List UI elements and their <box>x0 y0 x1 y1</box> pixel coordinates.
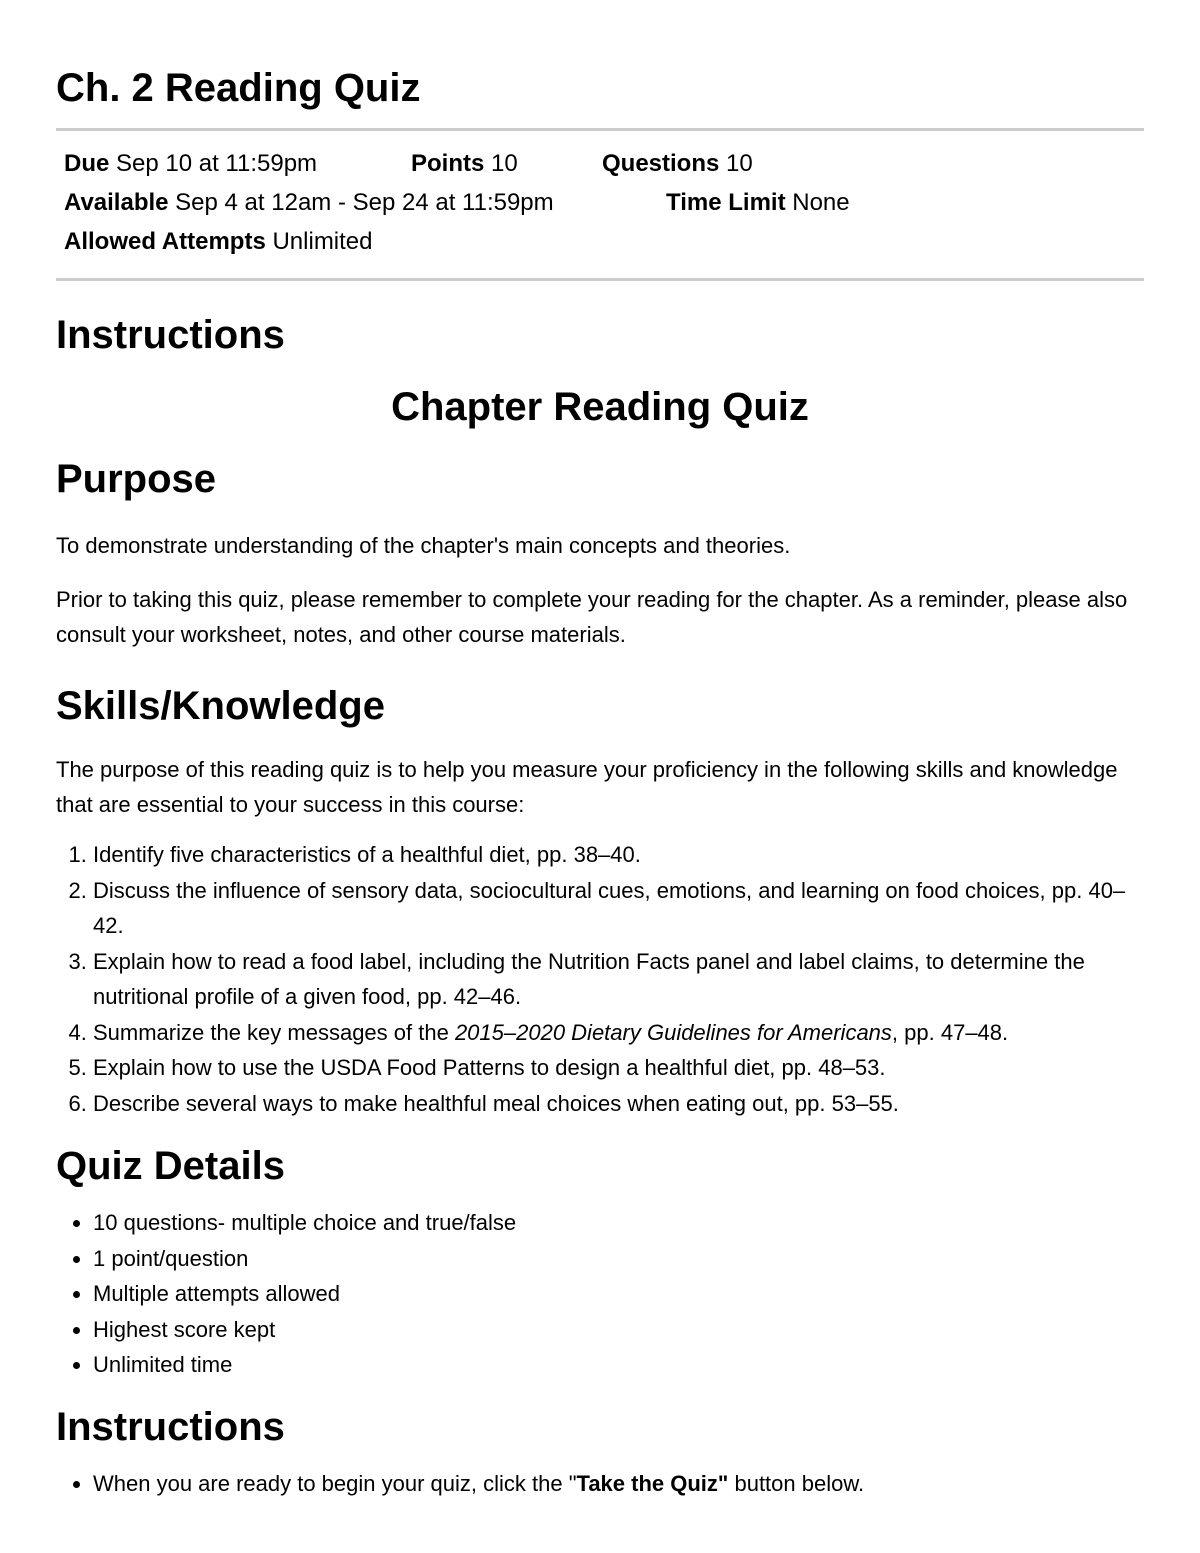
list-item: • Multiple attempts allowed <box>93 1276 1144 1312</box>
quiz-details-heading: Quiz Details <box>56 1144 285 1188</box>
details-row-3 <box>64 226 1136 265</box>
availability <box>64 187 666 219</box>
details-row-2 <box>64 187 1136 226</box>
points <box>411 148 602 180</box>
questions <box>602 148 753 180</box>
questions-value: 10 <box>726 150 753 177</box>
available-label: Available <box>64 189 169 216</box>
list-item <box>93 1015 1144 1051</box>
time-limit-value: None <box>792 189 850 216</box>
instructions-heading: Instructions <box>56 313 285 357</box>
list-item: 1. Identify five characteristics of a healthful diet, pp. 38–40. <box>93 837 1144 873</box>
guidelines-title: 2015–2020 Dietary Guidelines for Americans <box>454 1019 892 1045</box>
list-item <box>93 1466 1144 1502</box>
skills-intro: The purpose of this reading quiz is to help you measure your proficiency in the following skills and knowledge that are essential to your success in this course: <box>56 757 1118 817</box>
questions-label: Questions <box>602 150 720 177</box>
list-item: 3. Explain how to read a food label, including the Nutrition Facts panel and label claims, to determine the nutritional profile of a given food, pp. 42–46. <box>93 944 1144 1015</box>
details-row-1 <box>64 148 1136 187</box>
purpose-heading: Purpose <box>56 457 217 501</box>
item-text: button below. <box>728 1470 865 1496</box>
item-text: When you are ready to begin your quiz, click the " <box>93 1470 577 1496</box>
instructions-list <box>56 1466 1144 1502</box>
allowed-attempts <box>64 226 373 258</box>
list-item: 2. Discuss the influence of sensory data, sociocultural cues, emotions, and learning on food choices, pp. 40–42. <box>93 873 1144 944</box>
attempts-label: Allowed Attempts <box>64 228 266 255</box>
list-item: • 10 questions- multiple choice and true/false <box>93 1205 1144 1241</box>
list-item: 5. Explain how to use the USDA Food Patterns to design a healthful diet, pp. 48–53. <box>93 1050 1144 1086</box>
quiz-details-bar <box>56 131 1144 278</box>
attempts-value: Unlimited <box>272 228 373 255</box>
chapter-title: Chapter Reading Quiz <box>391 385 809 429</box>
skills-heading: Skills/Knowledge <box>56 684 385 728</box>
reminder-paragraph: Prior to taking this quiz, please remember to complete your reading for the chapter. As a reminder, please also consult your worksheet, notes, and other course materials. <box>56 587 1128 647</box>
list-item: • Unlimited time <box>93 1347 1144 1383</box>
due-date <box>64 148 411 180</box>
points-value: 10 <box>491 150 518 177</box>
list-item: • 1 point/question <box>93 1241 1144 1277</box>
available-value: Sep 4 at 12am - Sep 24 at 11:59pm <box>175 189 554 216</box>
quiz-details-list <box>56 1205 1144 1383</box>
list-item: • Highest score kept <box>93 1312 1144 1348</box>
points-label: Points <box>411 150 485 177</box>
due-label: Due <box>64 150 110 177</box>
skills-list <box>56 837 1144 1121</box>
details-bottom-divider <box>56 278 1144 281</box>
purpose-paragraph: To demonstrate understanding of the chapter's main concepts and theories. <box>56 533 791 558</box>
instructions-heading-2: Instructions <box>56 1404 285 1449</box>
due-value: Sep 10 at 11:59pm <box>116 150 318 177</box>
page-title: Ch. 2 Reading Quiz <box>56 66 421 110</box>
item-text: Summarize the key messages of the <box>93 1019 455 1045</box>
time-limit <box>666 187 850 219</box>
time-limit-label: Time Limit <box>666 189 786 216</box>
take-quiz-reference: Take the Quiz" <box>576 1470 729 1496</box>
item-text: , pp. 47–48. <box>891 1019 1009 1045</box>
list-item: 6. Describe several ways to make healthful meal choices when eating out, pp. 53–55. <box>93 1086 1144 1122</box>
